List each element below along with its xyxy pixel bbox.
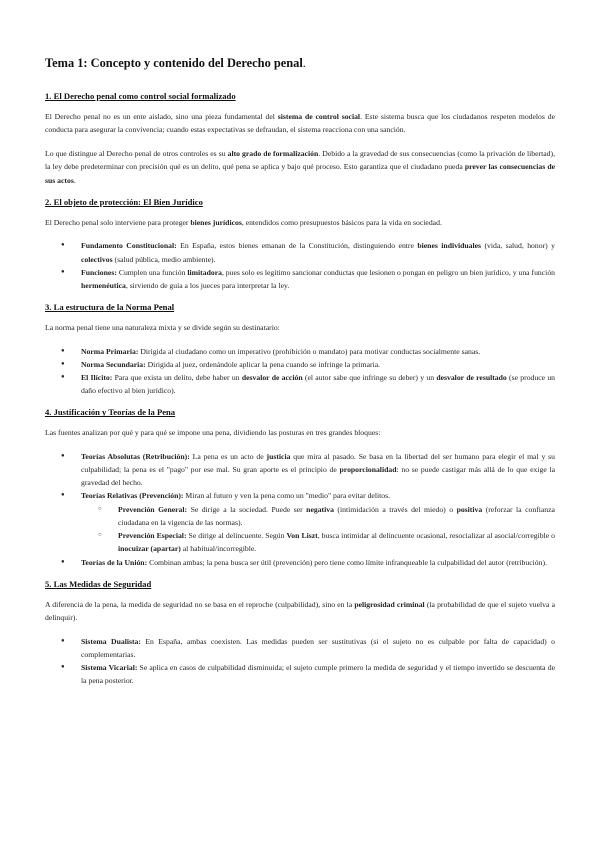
- section-5-intro: A diferencia de la pena, la medida de seguridad no se basa en el reproche (culpabilidad), sino en la peligrosidad criminal (la probabilidad de que el sujeto vuelva a delinquir).: [45, 599, 556, 623]
- list-item: ● Teorías Relativas (Prevención): Miran al futuro y ven la pena como un "medio" para evitar delitos. ○ Prevención General: Se dirige a la sociedad. Puede ser negativa (intimidación a través del miedo) o positiva (reforzar la confianza ciudadana en la vigencia de las normas). ○ Prevención Especial: Se dirige al delincuente. Según Von Liszt, busca intimidar al delincuente ocasional, resocializar al asocial/corregible o inocuizar (apartar) al habitual/incorregible.: [81, 489, 555, 555]
- section-1-heading: 1. El Derecho penal como control social formalizado: [45, 91, 236, 101]
- section-5-list: [45, 635, 555, 688]
- section-3-heading: 3. La estructura de la Norma Penal: [45, 302, 175, 313]
- section-4-list: [45, 450, 555, 569]
- list-item: ● Funciones: Cumplen una función limitadora, pues solo es legítimo sancionar conductas que lesionen o pongan en peligro un bien jurídico, y una función hermenéutica, sirviendo de guía a los jueces para interpretar la ley.: [81, 266, 555, 292]
- section-4-heading: 4. Justificación y Teorías de la Pena: [45, 407, 176, 418]
- section-3-list: [45, 345, 555, 398]
- sub-list-item: ○ Prevención General: Se dirige a la sociedad. Puede ser negativa (intimidación a través del miedo) o positiva (reforzar la confianza ciudadana en la vigencia de las normas).: [118, 503, 555, 529]
- section-2-list: [45, 239, 555, 292]
- list-item: ● Sistema Dualista: En España, ambas coexisten. Las medidas pueden ser sustitutivas (si el sujeto no es culpable por falta de capacidad) o complementarias.: [81, 635, 555, 661]
- list-item: ● Norma Primaria: Dirigida al ciudadano como un imperativo (prohibición o mandato) para motivar conductas socialmente sanas.: [81, 345, 555, 358]
- section-1-paragraph-1: El Derecho penal no es un ente aislado, sino una pieza fundamental del sistema de control social. Este sistema busca que los ciudadanos respeten modelos de conducta para asegurar la convivencia; cuando estas expectativas se defraudan, el sistema reacciona con una sanción.: [45, 112, 555, 135]
- document-title: Tema 1: Concepto y contenido del Derecho penal.: [45, 56, 306, 70]
- section-4-intro: Las fuentes analizan por qué y para qué se impone una pena, dividiendo las posturas en tres grandes bloques:: [45, 428, 381, 438]
- section-1-paragraph-2: Lo que distingue al Derecho penal de otros controles es su alto grado de formalización. Debido a la gravedad de sus consecuencias (como la privación de libertad), la ley debe predeterminar con precisión qué es un delito, qué pena se aplica y bajo qué proceso. Esto garantiza que el ciudadano pueda prever las consecuencias de sus actos.: [45, 148, 556, 185]
- section-3-intro: La norma penal tiene una naturaleza mixta y se divide según su destinatario:: [45, 323, 280, 333]
- sub-list-item: ○ Prevención Especial: Se dirige al delincuente. Según Von Liszt, busca intimidar al delincuente ocasional, resocializar al asocial/corregible o inocuizar (apartar) al habitual/incorregible.: [118, 529, 555, 555]
- list-item: ● Fundamento Constitucional: En España, estos bienes emanan de la Constitución, distinguiendo entre bienes individuales (vida, salud, honor) y colectivos (salud pública, medio ambiente).: [81, 239, 555, 265]
- list-item: ● El Ilícito: Para que exista un delito, debe haber un desvalor de acción (el autor sabe que infringe su deber) y un desvalor de resultado (se produce un daño efectivo al bien jurídico).: [81, 371, 555, 397]
- section-2-intro: El Derecho penal solo interviene para proteger bienes jurídicos, entendidos como presupuestos básicos para la vida en sociedad.: [45, 218, 442, 228]
- list-item: ● Norma Secundaria: Dirigida al juez, ordenándole aplicar la pena cuando se infringe la primaria.: [81, 358, 555, 371]
- section-4-sublist: [81, 503, 555, 556]
- list-item: ● Teorías Absolutas (Retribución): La pena es un acto de justicia que mira al pasado. Se basa en la libertad del ser humano para elegir el mal y su culpabilidad; la pena es el "pago" por ese mal. Su gran aporte es el principio de proporcionalidad: no se puede castigar más allá de lo que exige la gravedad del hecho.: [81, 450, 555, 490]
- list-item: ● Teorías de la Unión: Combinan ambas; la pena busca ser útil (prevención) pero tiene como límite infranqueable la culpabilidad del autor (retribución).: [81, 556, 555, 569]
- section-2-heading: 2. El objeto de protección: El Bien Jurídico: [45, 197, 203, 208]
- section-5-heading: 5. Las Medidas de Seguridad: [45, 578, 152, 589]
- list-item: ● Sistema Vicarial: Se aplica en casos de culpabilidad disminuida; el sujeto cumple primero la medida de seguridad y el tiempo invertido se descuenta de la pena posterior.: [81, 661, 555, 687]
